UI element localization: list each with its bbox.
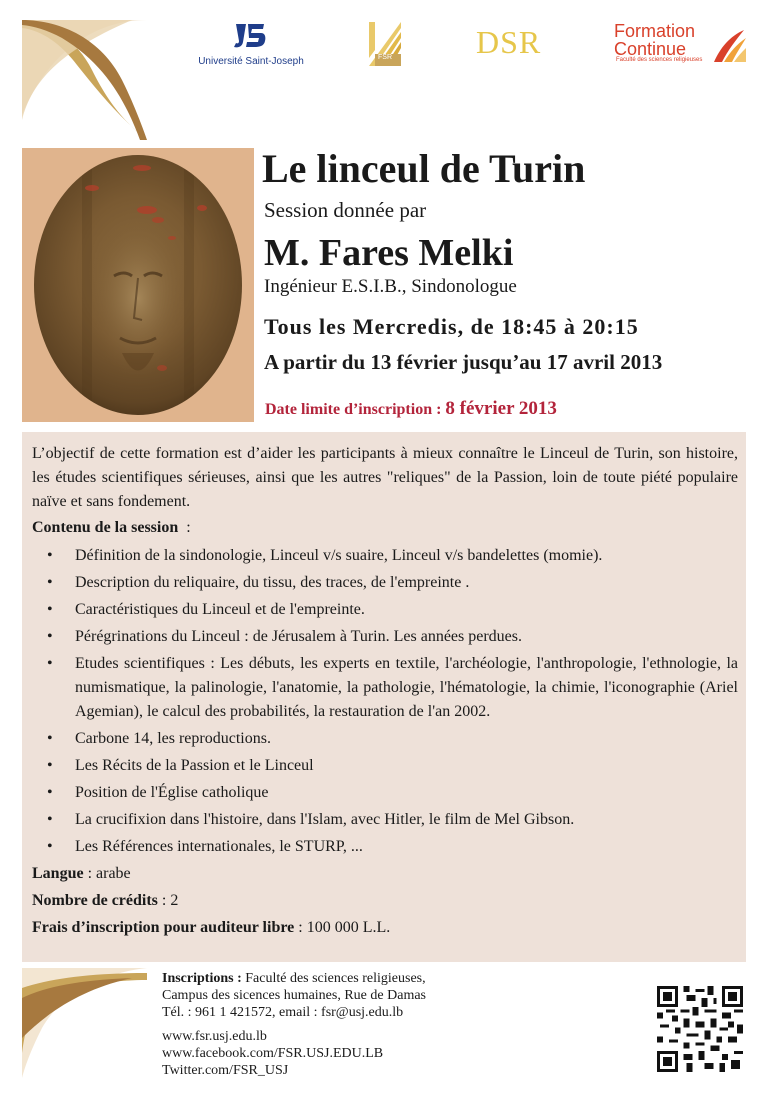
shroud-face-image xyxy=(22,148,254,422)
list-item-text: La crucifixion dans l'histoire, dans l'Islam, avec Hitler, le film de Mel Gibson. xyxy=(75,811,575,828)
list-item-text: Les Références internationales, le STURP, ... xyxy=(75,838,363,855)
speaker-role: Ingénieur E.S.I.B., Sindonologue xyxy=(264,276,517,297)
deadline-date: 8 février 2013 xyxy=(445,398,557,419)
fees-value: : 100 000 L.L. xyxy=(294,919,391,936)
credits-info xyxy=(32,889,738,913)
formation-continue-tagline: Faculté des sciences religieuses xyxy=(616,57,703,63)
list-item-text: Les Récits de la Passion et le Linceul xyxy=(75,757,314,774)
fsr-logo-label: FSR xyxy=(378,54,392,61)
language-info xyxy=(32,862,738,886)
course-subtitle: Session donnée par xyxy=(264,198,427,222)
list-item xyxy=(32,781,738,805)
formation-continue-line1: Formation xyxy=(614,21,696,41)
list-item-text: Caractéristiques du Linceul et de l'empreinte. xyxy=(75,601,365,618)
language-label: Langue xyxy=(32,865,84,882)
bullet: • xyxy=(47,838,53,855)
list-item xyxy=(32,727,738,751)
list-item xyxy=(32,835,738,859)
inscriptions-line3: Tél. : 961 1 421572, email : fsr@usj.edu.lb xyxy=(162,1005,404,1020)
corner-decoration-bottom xyxy=(22,968,147,1078)
course-details-panel xyxy=(22,432,746,962)
credits-value: : 2 xyxy=(157,892,179,909)
contents-suffix: : xyxy=(178,519,191,536)
bullet: • xyxy=(47,811,53,828)
contents-heading xyxy=(32,516,738,540)
corner-decoration-top xyxy=(22,20,147,140)
list-item-text: Pérégrinations du Linceul : de Jérusalem à Turin. Les années perdues. xyxy=(75,628,522,645)
contact-links xyxy=(162,1028,383,1079)
twitter-link[interactable]: Twitter.com/FSR_USJ xyxy=(162,1063,289,1078)
bullet: • xyxy=(47,628,53,645)
inscriptions-info xyxy=(162,970,492,1021)
deadline-label: Date limite d’inscription : xyxy=(265,401,446,418)
bullet: • xyxy=(47,784,53,801)
fees-label: Frais d’inscription pour auditeur libre xyxy=(32,919,295,936)
fees-info xyxy=(32,916,738,940)
list-item-text: Position de l'Église catholique xyxy=(75,784,269,801)
course-schedule: Tous les Mercredis, de 18:45 à 20:15 xyxy=(264,314,639,339)
list-item-text: Etudes scientifiques : Les débuts, les experts en textile, l'archéologie, l'anthropologie, l'ethnologie, la numismatique, la palinologie, l'anatomie, la pathologie, l'hématologie, la chimie, l'iconographie (Ariel Agemian), le calcul des probabilités, la restauration de l'an 2002. xyxy=(75,655,738,720)
list-item-text: Définition de la sindonologie, Linceul v/s suaire, Linceul v/s bandelettes (momie). xyxy=(75,547,603,564)
inscriptions-line1: Faculté des sciences religieuses, xyxy=(245,971,426,986)
course-objective: L’objectif de cette formation est d’aider les participants à mieux connaître le Linceul de Turin, son histoire, les études scientifiques sérieuses, ainsi que les autres "reliques" de la Passion, loin de toute piété populaire naïve et sans fondement. xyxy=(32,445,738,510)
dsr-logo: DSR xyxy=(476,24,542,60)
formation-continue-logo-icon xyxy=(710,28,746,64)
bullet: • xyxy=(47,547,53,564)
inscriptions-line2: Campus des sicences humaines, Rue de Damas xyxy=(162,988,426,1003)
speaker-name: M. Fares Melki xyxy=(264,232,514,274)
bullet: • xyxy=(47,757,53,774)
usj-logo-icon xyxy=(232,20,268,50)
contents-title: Contenu de la session xyxy=(32,519,179,536)
bullet: • xyxy=(47,655,53,672)
contents-list xyxy=(32,544,738,859)
list-item xyxy=(32,808,738,832)
list-item xyxy=(32,598,738,622)
qr-code-icon[interactable] xyxy=(657,986,743,1072)
formation-continue-line2: Continue xyxy=(614,39,687,59)
course-title: Le linceul de Turin xyxy=(262,146,586,191)
facebook-link[interactable]: www.facebook.com/FSR.USJ.EDU.LB xyxy=(162,1046,384,1061)
list-item xyxy=(32,544,738,568)
language-value: : arabe xyxy=(83,865,131,882)
list-item-text: Carbone 14, les reproductions. xyxy=(75,730,271,747)
list-item xyxy=(32,652,738,724)
inscriptions-label: Inscriptions : xyxy=(162,971,246,986)
bullet: • xyxy=(47,601,53,618)
credits-label: Nombre de crédits xyxy=(32,892,158,909)
list-item-text: Description du reliquaire, du tissu, des traces, de l'empreinte . xyxy=(75,574,470,591)
registration-deadline xyxy=(265,398,557,420)
bullet: • xyxy=(47,574,53,591)
list-item xyxy=(32,625,738,649)
course-period: A partir du 13 février jusqu’au 17 avril 2013 xyxy=(264,350,663,374)
list-item xyxy=(32,754,738,778)
bullet: • xyxy=(47,730,53,747)
list-item xyxy=(32,571,738,595)
website-link[interactable]: www.fsr.usj.edu.lb xyxy=(162,1029,267,1044)
usj-logo-label: Université Saint-Joseph xyxy=(198,56,304,67)
